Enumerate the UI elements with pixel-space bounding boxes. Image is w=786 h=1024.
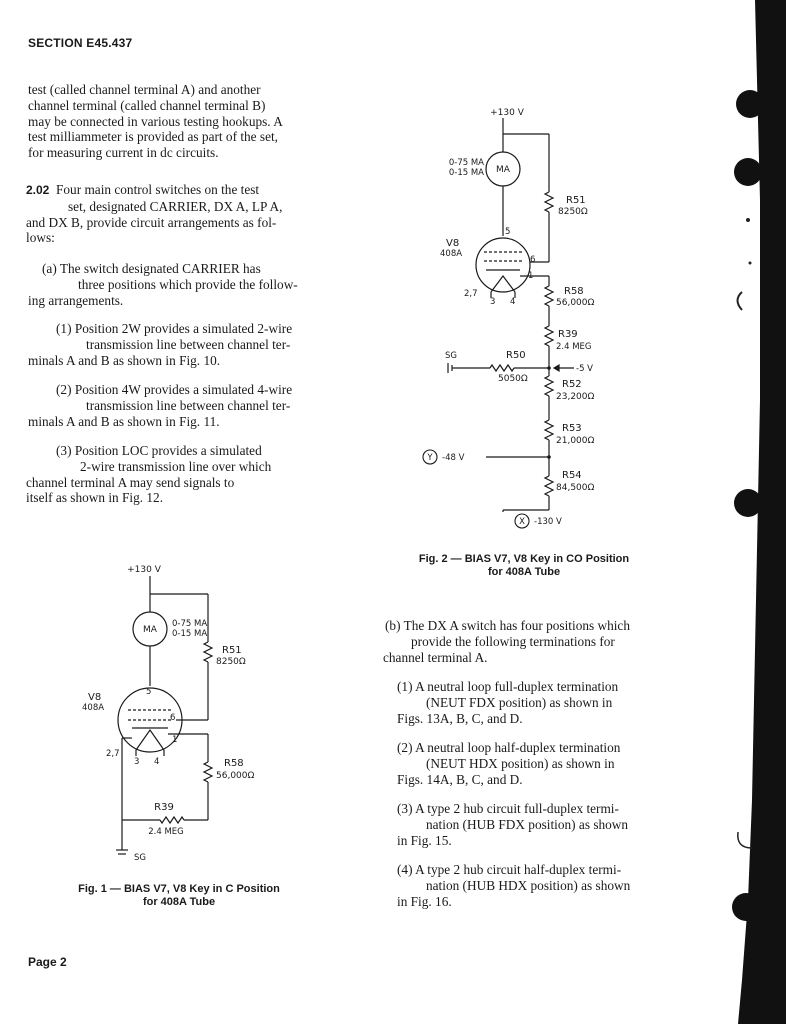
dx-a-item-1: (1) A neutral loop full-duplex termination (NEUT FDX position) as shown in Figs. 13A, B, C, and D. xyxy=(397,679,619,726)
fig2-pin-plate: 5 xyxy=(505,227,511,237)
fig2-supply-label: +130 V xyxy=(490,108,524,118)
fig1-r58-value: 56,000Ω xyxy=(216,771,255,781)
fig2-minus48-label: -48 V xyxy=(442,453,465,463)
fig1-pin-grid: 6 xyxy=(170,713,176,723)
fig2-r58-label: R58 xyxy=(564,286,584,297)
terminal-y-label: Y xyxy=(427,453,433,463)
item-b: (b) The DX A switch has four positions which provide the following terminations for channel terminal A. xyxy=(383,618,630,665)
section-header: SECTION E45.437 xyxy=(28,36,133,50)
fig2-meter-label: MA xyxy=(496,165,510,175)
fig1-ground-label: SG xyxy=(134,853,146,863)
fig1-r51-value: 8250Ω xyxy=(216,657,246,667)
figure-1-schematic xyxy=(60,560,320,880)
fig1-supply-label: +130 V xyxy=(127,565,161,575)
item-a-3: (3) Position LOC provides a simulated 2-wire transmission line over which channel terminal A may send signals to itself as shown in Fig. 12. xyxy=(26,443,272,506)
fig1-pin-plate: 5 xyxy=(146,687,152,697)
fig2-r52-label: R52 xyxy=(562,379,582,390)
fig2-minus130-label: -130 V xyxy=(534,517,562,527)
fig2-meter-range-1: 0-75 MA xyxy=(448,158,484,168)
fig1-pin-heater-b: 3 xyxy=(134,757,140,767)
fig2-r54-value: 84,500Ω xyxy=(556,483,595,493)
page-number: Page 2 xyxy=(28,955,67,969)
fig1-meter-range-1: 0-75 MA xyxy=(172,619,208,629)
figure-2-caption: Fig. 2 — BIAS V7, V8 Key in CO Position for 408A Tube xyxy=(418,553,630,578)
binder-hole xyxy=(734,489,762,517)
fig2-r58-value: 56,000Ω xyxy=(556,298,595,308)
fig1-tube-label: V8 xyxy=(88,692,102,703)
fig1-tube-type: 408A xyxy=(82,703,105,713)
fig2-minus5-label: -5 V xyxy=(576,364,593,374)
terminal-x-label: X xyxy=(519,517,525,527)
fig1-r51-label: R51 xyxy=(222,645,242,656)
fig1-pin-cathode: 1 xyxy=(172,735,178,745)
fig2-r54-label: R54 xyxy=(562,470,582,481)
fig1-meter-label: MA xyxy=(143,625,157,635)
item-a-1: (1) Position 2W provides a simulated 2-wire transmission line between channel ter- minals A and B as shown in Fig. 10. xyxy=(28,321,293,368)
item-a: (a) The switch designated CARRIER has three positions which provide the follow- ing arrangements. xyxy=(28,261,298,308)
intro-paragraph: test (called channel terminal A) and another channel terminal (called channel terminal B) may be connected in various testing hookups. A test milliammeter is provided as part of the set, for measuring current in dc circuits. xyxy=(28,82,283,161)
fig2-pin-grid: 6 xyxy=(530,255,536,265)
fig1-pin-heater-a: 2,7 xyxy=(106,749,120,759)
fig2-r39-value: 2.4 MEG xyxy=(556,342,592,352)
fig1-pin-heater-c: 4 xyxy=(154,757,160,767)
fig2-meter-range-2: 0-15 MA xyxy=(448,168,484,178)
fig2-pin-heater-b: 3 xyxy=(490,297,496,307)
item-a-2: (2) Position 4W provides a simulated 4-wire transmission line between channel ter- minals A and B as shown in Fig. 11. xyxy=(28,382,293,429)
fig2-tube-type: 408A xyxy=(440,249,463,259)
binder-hole xyxy=(732,893,760,921)
fig2-r51-value: 8250Ω xyxy=(558,207,588,217)
fig1-r39-label: R39 xyxy=(154,802,174,813)
fig2-r53-label: R53 xyxy=(562,423,582,434)
fig2-pin-heater-c: 4 xyxy=(510,297,516,307)
fig2-r50-value: 5050Ω xyxy=(498,374,528,384)
dx-a-item-4: (4) A type 2 hub circuit half-duplex termi- nation (HUB HDX position) as shown in Fig. 16. xyxy=(397,862,631,909)
paragraph-2-02: 2.02 Four main control switches on the test set, designated CARRIER, DX A, LP A, and DX B, provide circuit arrangements as fol- lows: xyxy=(26,182,283,246)
fig1-r39-value: 2.4 MEG xyxy=(148,827,184,837)
fig2-r51-label: R51 xyxy=(566,195,586,206)
dx-a-item-3: (3) A type 2 hub circuit full-duplex termi- nation (HUB FDX position) as shown in Fig. 15. xyxy=(397,801,629,848)
binder-hole xyxy=(734,158,762,186)
fig2-r50-label: R50 xyxy=(506,350,526,361)
figure-1-caption: Fig. 1 — BIAS V7, V8 Key in C Position for 408A Tube xyxy=(78,883,280,908)
fig1-meter-range-2: 0-15 MA xyxy=(172,629,208,639)
fig2-pin-heater-a: 2,7 xyxy=(464,289,478,299)
fig2-r39-label: R39 xyxy=(558,329,578,340)
binder-hole xyxy=(736,90,764,118)
dx-a-item-2: (2) A neutral loop half-duplex termination (NEUT HDX position) as shown in Figs. 14A, B, C, and D. xyxy=(397,740,621,787)
figure-2-schematic xyxy=(418,100,618,540)
paragraph-number: 2.02 xyxy=(26,183,50,197)
fig1-r58-label: R58 xyxy=(224,758,244,769)
fig2-r52-value: 23,200Ω xyxy=(556,392,595,402)
fig2-r53-value: 21,000Ω xyxy=(556,436,595,446)
fig2-tube-label: V8 xyxy=(446,238,460,249)
fig2-sg-label: SG xyxy=(445,351,457,361)
fig2-pin-cathode: 1 xyxy=(528,271,534,281)
